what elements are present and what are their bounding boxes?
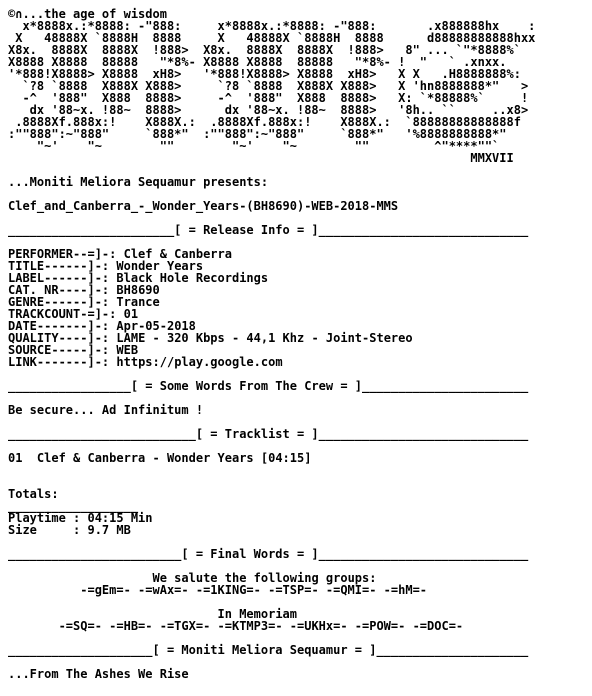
section-header-final-words: ________________________[ = Final Words = ]_____________________________ <box>8 547 529 561</box>
salute-heading: We salute the following groups: <box>152 571 377 585</box>
release-name: Clef_and_Canberra_-_Wonder_Years-(BH8690)-WEB-2018-MMS <box>8 199 399 213</box>
info-label: GENRE------]-: <box>8 295 110 309</box>
header-line: ©∩...the age of wisdom <box>8 7 167 21</box>
info-value: Wonder Years <box>116 259 204 273</box>
playtime-label: Playtime <box>8 511 66 525</box>
info-value: Clef & Canberra <box>123 247 232 261</box>
section-header-crew-words: _________________[ = Some Words From The Crew = ]_______________________ <box>8 379 529 393</box>
size-label: Size <box>8 523 37 537</box>
ascii-art-logo: x*8888x.:*8888: -"888: x*8888x.:*8888: -"888: .x888888hx : X 48888X `8888H 8888 X 48888X `8888H 8888 d88888888888hxx X8x. 8888X 8888X !888> X8x. 8888X 8888X !888> 8" ... `"*8888%` X8888 X8888 88888 "*8%- X8888 X8888 88888 "*8%- ! " ` .xnxx. '*888!X8888> X8888 xH8> '*888!X8888> X8888 xH8> X X .H8888888%: `?8 `8888 X888X X888> `?8 `8888 X888X X888> X 'hn8888888*" > -^ '888" X888 8888> -^ '888" X888 8888> X: `*88888%` ! dx '88~x. !88~ 8888> dx '88~x. !88~ 8888> '8h.. `` ..x8> .8888Xf.888x:! X888X.: .8888Xf.888x:! X888X.: `88888888888888f :""888":~"888" `888*" :""888":~"888" `888*" '%8888888888*" "~' "~ "" "~' "~ "" ^"****""` MMXVII <box>8 19 536 165</box>
info-label: LINK-------]-: <box>8 355 110 369</box>
presents-line: ...Moniti Meliora Sequamur presents: <box>8 175 269 189</box>
section-header-footer: ____________________[ = Moniti Meliora Sequamur = ]_____________________ <box>8 643 529 657</box>
info-value: WEB <box>116 343 139 357</box>
info-label: TRACKCOUNT-=]-: <box>8 307 117 321</box>
closing-line: ...From The Ashes We Rise <box>8 667 189 681</box>
info-label: SOURCE-----]-: <box>8 343 110 357</box>
info-value: LAME - 320 Kbps - 44,1 Khz - Joint-Stereo <box>116 331 413 345</box>
playtime-value: 04:15 Min <box>87 511 153 525</box>
info-row <box>8 355 283 369</box>
track-title: Clef & Canberra - Wonder Years [04:15] <box>36 451 312 465</box>
info-value: Trance <box>116 295 160 309</box>
salute-groups: -=gEm=- -=wAx=- -=1KING=- -=TSP=- -=QMI=- -=hM=- <box>80 583 428 597</box>
info-label: LABEL------]-: <box>8 271 110 285</box>
memoriam-heading: In Memoriam <box>217 607 297 621</box>
info-label: TITLE------]-: <box>8 259 110 273</box>
totals-heading: Totals: <box>8 487 59 501</box>
info-label: QUALITY----]-: <box>8 331 110 345</box>
info-value: 01 <box>123 307 139 321</box>
info-value: Black Hole Recordings <box>116 271 269 285</box>
totals-rule: __________________ <box>8 499 139 513</box>
info-value: Apr-05-2018 <box>116 319 196 333</box>
section-header-tracklist: __________________________[ = Tracklist = ]_____________________________ <box>8 427 529 441</box>
info-value: https://play.google.com <box>116 355 283 369</box>
info-label: DATE-------]-: <box>8 319 110 333</box>
info-label: CAT. NR----]-: <box>8 283 110 297</box>
info-label: PERFORMER--=]-: <box>8 247 117 261</box>
track-number: 01 <box>8 451 23 465</box>
nfo-document: ©∩...the age of wisdom x*8888x.:*8888: -"888: x*8888x.:*8888: -"888: .x888888hx : X 48888X `8888H 8888 X 48888X `8888H 8888 d88888888888hxx X8x. 8888X 8888X !888> X8x. 8888X 8888X !888> 8" ... `"*8888%` X8888 X8888 88888 "*8%- X8888 X8888 88888 "*8%- ! " ` .xnxx. '*888!X8888> X8888 xH8> '*888!X8888> X8888 xH8> X X .H8888888%: `?8 `8888 X888X X888> `?8 `8888 X888X X888> X 'hn8888888*" > -^ '888" X888 8888> -^ '888" X888 8888> X: `*88888%` ! dx '88~x. !88~ 8888> dx '88~x. !88~ 8888> '8h.. `` ..x8> .8888Xf.888x:! X888X.: .8888Xf.888x:! X888X.: `88888888888888f :""888":~"888" `888*" :""888":~"888" `888*" '%8888888888*" "~' "~ "" "~' "~ "" ^"****""` MMXVII ...Moniti Meliora Sequamur presents: Clef_and_Canberra_-_Wonder_Years-(BH8690)-WEB-2018-MMS _______________________[ = Release Info = ]_____________________________ PERFORMER--=]-: Clef & Canberra TITLE------]-: Wonder Years LABEL------]-: Black Hole Recordings CAT. NR----]-: BH8690 GENRE------]-: Trance TRACKCOUNT-=]-: 01 DATE-------]-: Apr-05-2018 QUALITY----]-: LAME - 320 Kbps - 44,1 Khz - Joint-Stereo SOURCE-----]-: WEB LINK-------]-: https://play.google.com _________________[ = Some Words From The Crew = ]_______________________ Be secure... Ad Infinitum ! __________________________[ = Tracklist = ]_____________________________ 01 Clef & Canberra - Wonder Years [04:15] Totals: __________________ Playtime : 04:15 Min Size : 9.7 MB ________________________[ = Final Words = ]_____________________________ We salute the following groups: -=gEm=- -=wAx=- -=1KING=- -=TSP=- -=QMI=- -=hM=- In Memoriam -=SQ=- -=HB=- -=TGX=- -=KTMP3=- -=UKHx=- -=POW=- -=DOC=- ____________________[ = Moniti Meliora Sequamur = ]_____________________ ...From The Ashes We Rise <box>8 7 536 681</box>
size-value: 9.7 MB <box>87 523 131 537</box>
track-row <box>8 451 311 465</box>
section-header-release-info: _______________________[ = Release Info = ]_____________________________ <box>8 223 529 237</box>
memoriam-groups: -=SQ=- -=HB=- -=TGX=- -=KTMP3=- -=UKHx=- -=POW=- -=DOC=- <box>58 619 464 633</box>
info-value: BH8690 <box>116 283 160 297</box>
crew-message: Be secure... Ad Infinitum ! <box>8 403 204 417</box>
